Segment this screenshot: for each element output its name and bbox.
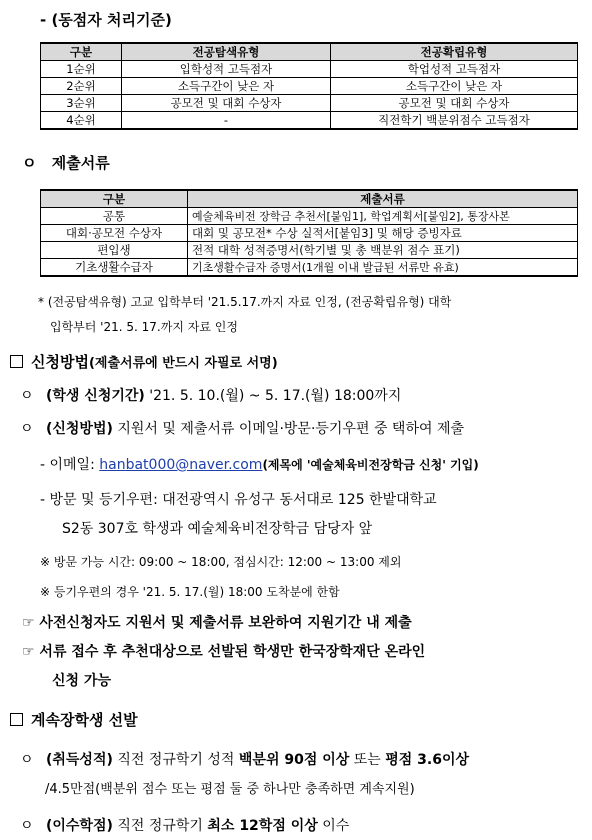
table-cell: 공통 bbox=[41, 208, 188, 225]
email-note: (제목에 '예술체육비전장학금 신청' 기입) bbox=[262, 458, 479, 472]
mail-deadline-note: ※ 등기우편의 경우 '21. 5. 17.(월) 18:00 도착분에 한함 bbox=[40, 585, 340, 599]
method-text: 지원서 및 제출서류 이메일·방문·등기우편 중 택하여 제출 bbox=[117, 421, 464, 437]
email-prefix: - 이메일: bbox=[40, 457, 100, 473]
table-header-cell: 전공확립유형 bbox=[331, 43, 578, 61]
docs-heading bbox=[22, 152, 110, 173]
table-row bbox=[41, 95, 578, 112]
docs-note-line1: * (전공탐색유형) 고교 입학부터 '21.5.17.까지 자료 인정, (전공확립유형) 대학 bbox=[38, 295, 452, 309]
tie-breaker-heading bbox=[40, 9, 172, 30]
docs-title: 제출서류 bbox=[51, 154, 110, 172]
table-cell: 기초생활수급자 bbox=[41, 259, 188, 277]
bullet-circle: ㅇ bbox=[20, 818, 34, 834]
tie-breaker-title: (동점자 처리기준) bbox=[51, 11, 172, 29]
grade-gpa: 평점 3.6이상 bbox=[385, 752, 469, 768]
table-cell: 예술체육비전 장학금 추천서[붙임1], 학업계획서[붙임2], 통장사본 bbox=[188, 208, 578, 225]
table-header-cell: 구분 bbox=[41, 43, 122, 61]
table-cell: 대회·공모전 수상자 bbox=[41, 225, 188, 242]
credit-suffix: 이수 bbox=[317, 818, 350, 834]
table-cell: 입학성적 고득점자 bbox=[122, 61, 331, 78]
tie-breaker-table bbox=[40, 42, 578, 130]
table-cell: 전적 대학 성적증명서(학기별 및 총 백분위 점수 표기) bbox=[188, 242, 578, 259]
apply-title-note: (제출서류에 반드시 자필로 서명) bbox=[88, 356, 278, 371]
table-cell: 학업성적 고득점자 bbox=[331, 61, 578, 78]
visit-line1: - 방문 및 등기우편: 대전광역시 유성구 동서대로 125 한밭대학교 bbox=[40, 492, 437, 508]
apply-method-line bbox=[20, 418, 464, 438]
email-link[interactable]: hanbat000@naver.com bbox=[99, 457, 263, 473]
apply-heading bbox=[10, 351, 278, 372]
table-row bbox=[41, 208, 578, 225]
bullet-circle: ㅇ bbox=[20, 388, 34, 404]
selection-point-line2: 신청 가능 bbox=[52, 673, 111, 689]
table-cell: 공모전 및 대회 수상자 bbox=[122, 95, 331, 112]
bullet-circle: ㅇ bbox=[20, 752, 34, 768]
table-cell: 공모전 및 대회 수상자 bbox=[331, 95, 578, 112]
visit-hours-note: ※ 방문 가능 시간: 09:00 ~ 18:00, 점심시간: 12:00 ~ 13:00 제외 bbox=[40, 555, 402, 569]
table-cell: 직전학기 백분위점수 고득점자 bbox=[331, 112, 578, 130]
grade-text: 직전 정규학기 성적 bbox=[112, 752, 239, 768]
docs-note-line2: 입학부터 '21. 5. 17.까지 자료 인정 bbox=[50, 320, 238, 334]
bullet-circle: ㅇ bbox=[22, 154, 37, 172]
pre-applicant-point: ☞ 사전신청자도 지원서 및 제출서류 보완하여 지원기간 내 제출 bbox=[22, 615, 412, 631]
grade-or: 또는 bbox=[349, 752, 386, 768]
square-bullet-icon bbox=[10, 355, 23, 368]
apply-title: 신청방법 bbox=[31, 353, 89, 371]
table-header-cell: 제출서류 bbox=[188, 190, 578, 208]
table-cell: 2순위 bbox=[41, 78, 122, 95]
grade-percentile: 백분위 90점 이상 bbox=[238, 752, 350, 768]
credit-label: (이수학점) bbox=[45, 818, 113, 834]
grade-line2: /4.5만점(백분위 점수 또는 평점 둘 중 하나만 충족하면 계속지원) bbox=[45, 782, 415, 797]
table-cell: 3순위 bbox=[41, 95, 122, 112]
table-cell: 소득구간이 낮은 자 bbox=[331, 78, 578, 95]
documents-table bbox=[40, 189, 578, 277]
email-line bbox=[40, 454, 479, 474]
visit-line2: S2동 307호 학생과 예술체육비전장학금 담당자 앞 bbox=[62, 521, 373, 537]
bullet-circle: ㅇ bbox=[20, 421, 34, 437]
table-cell: 소득구간이 낮은 자 bbox=[122, 78, 331, 95]
method-label: (신청방법) bbox=[45, 421, 113, 437]
period-label: (학생 신청기간) bbox=[45, 388, 145, 404]
table-cell: 대회 및 공모전* 수상 실적서[붙임3] 및 해당 증빙자료 bbox=[188, 225, 578, 242]
selection-point-line1: ☞ 서류 접수 후 추천대상으로 선발된 학생만 한국장학재단 온라인 bbox=[22, 644, 426, 660]
table-cell: - bbox=[122, 112, 331, 130]
credit-minimum: 최소 12학점 이상 bbox=[207, 818, 318, 834]
heading-dash: - bbox=[40, 11, 52, 29]
table-row bbox=[41, 112, 578, 130]
table-header-cell: 구분 bbox=[41, 190, 188, 208]
table-row bbox=[41, 259, 578, 277]
table-cell: 편입생 bbox=[41, 242, 188, 259]
period-text: '21. 5. 10.(월) ~ 5. 17.(월) 18:00까지 bbox=[149, 388, 402, 404]
table-cell: 기초생활수급자 증명서(1개월 이내 발급된 서류만 유효) bbox=[188, 259, 578, 277]
table-row bbox=[41, 78, 578, 95]
grade-line1 bbox=[20, 749, 469, 769]
table-cell: 1순위 bbox=[41, 61, 122, 78]
continuing-title: 계속장학생 선발 bbox=[31, 711, 138, 729]
credit-text: 직전 정규학기 bbox=[112, 818, 208, 834]
square-bullet-icon bbox=[10, 713, 23, 726]
credit-line bbox=[20, 815, 349, 835]
table-header-row bbox=[41, 43, 578, 61]
table-header-cell: 전공탐색유형 bbox=[122, 43, 331, 61]
grade-label: (취득성적) bbox=[45, 752, 113, 768]
apply-period-line bbox=[20, 385, 401, 405]
table-row bbox=[41, 242, 578, 259]
table-header-row bbox=[41, 190, 578, 208]
table-row bbox=[41, 61, 578, 78]
table-cell: 4순위 bbox=[41, 112, 122, 130]
table-row bbox=[41, 225, 578, 242]
continuing-heading bbox=[10, 709, 138, 730]
